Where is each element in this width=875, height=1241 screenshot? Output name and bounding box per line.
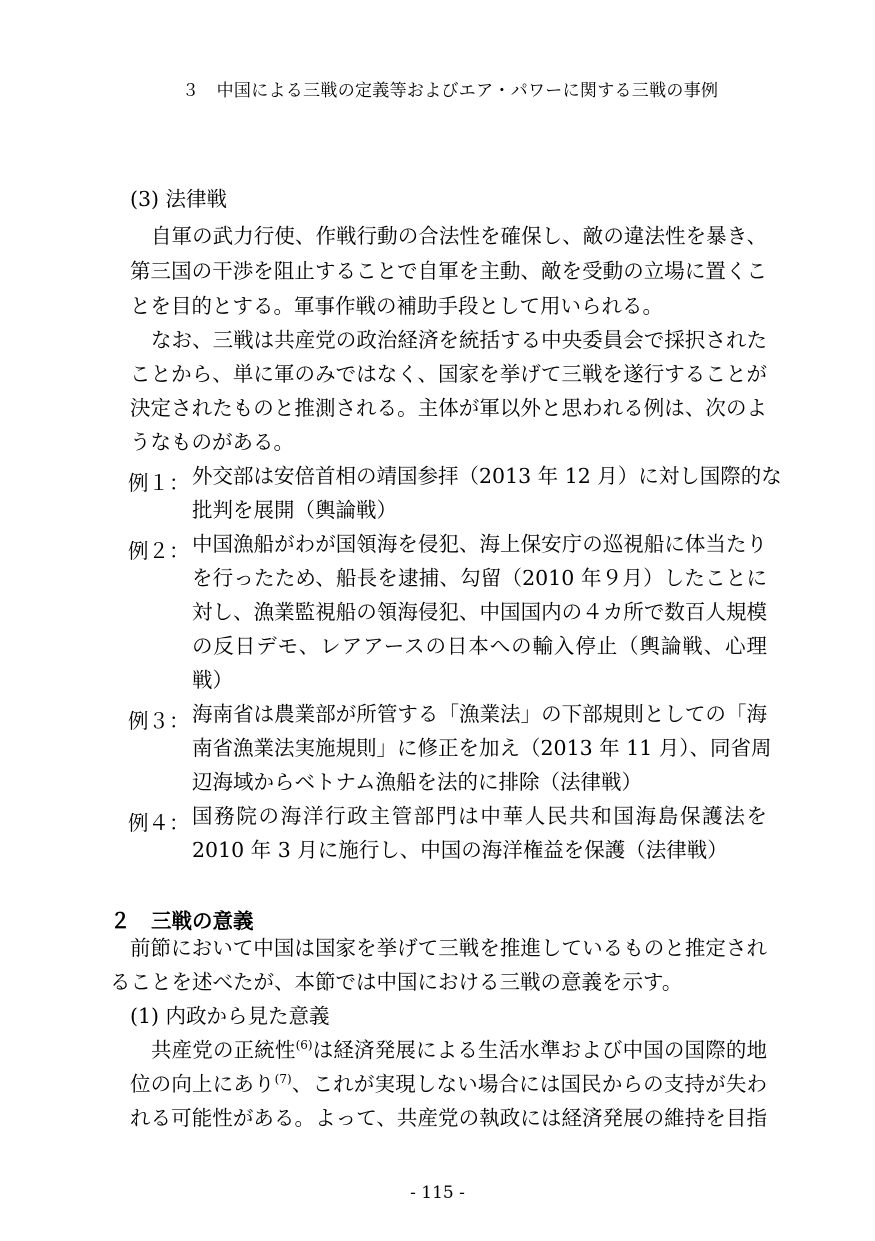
- running-header: ３ 中国による三戦の定義等およびエア・パワーに関する三戦の事例: [182, 81, 719, 101]
- text-span: 共産党の正統性: [151, 1038, 296, 1062]
- example-line: の反日デモ、レアアースの日本への輸入停止（輿論戦、心理: [192, 634, 767, 658]
- paragraph-line: 前節において中国は国家を挙げて三戦を推進しているものと推定され: [130, 936, 767, 960]
- subsection-heading-law-war: (3) 法律戦: [130, 187, 228, 211]
- example-line: 対し、漁業監視船の領海侵犯、中国国内の４カ所で数百人規模: [192, 600, 767, 624]
- example-label: 例４：: [128, 811, 190, 835]
- example-line: 南省漁業法実施規則」に修正を加え（2013 年 11 月）、同省周: [192, 736, 772, 760]
- text-span: 位の向上にあり: [130, 1072, 275, 1096]
- paragraph-line: ことから、単に軍のみではなく、国家を挙げて三戦を遂行することが: [130, 362, 767, 386]
- example-line: を行ったため、船長を逮捕、勾留（2010 年９月）したことに: [192, 566, 767, 590]
- paragraph-line: れる可能性がある。よって、共産党の執政には経済発展の維持を目指: [130, 1106, 767, 1130]
- text-span: は経済発展による生活水準および中国の国際的地: [312, 1038, 768, 1062]
- example-line: 外交部は安倍首相の靖国参拝（2013 年 12 月）に対し国際的な: [192, 464, 782, 488]
- footnote-ref-6: (6): [295, 1038, 313, 1053]
- text-span: 、これが実現しない場合には国民からの支持が失わ: [291, 1072, 768, 1096]
- subsection-heading: (1) 内政から見た意義: [130, 1004, 330, 1028]
- example-line: 戦）: [192, 668, 233, 692]
- paragraph-line: うなものがある。: [130, 430, 294, 454]
- example-line: 2010 年 3 月に施行し、中国の海洋権益を保護（法律戦）: [192, 838, 728, 862]
- paragraph-line: ることを述べたが、本節では中国における三戦の意義を示す。: [110, 970, 683, 994]
- example-line: 批判を展開（輿論戦）: [192, 498, 397, 522]
- paragraph-line: なお、三戦は共産党の政治経済を統括する中央委員会で採択された: [151, 328, 767, 352]
- example-line: 海南省は農業部が所管する「漁業法」の下部規則としての「海: [192, 702, 767, 726]
- paragraph-line: 自軍の武力行使、作戦行動の合法性を確保し、敵の違法性を暴き、: [151, 224, 767, 248]
- example-label: 例２：: [128, 539, 190, 563]
- paragraph-line: 決定されたものと推測される。主体が軍以外と思われる例は、次のよ: [130, 396, 767, 420]
- example-line: 国務院の海洋行政主管部門は中華人民共和国海島保護法を: [192, 804, 767, 828]
- page-number: - 115 -: [410, 1183, 465, 1203]
- example-line: 中国漁船がわが国領海を侵犯、海上保安庁の巡視船に体当たり: [192, 532, 767, 556]
- example-line: 辺海域からベトナム漁船を法的に排除（法律戦）: [192, 770, 642, 794]
- example-label: 例１：: [128, 471, 190, 495]
- paragraph-line: 第三国の干渉を阻止することで自軍を主動、敵を受動の立場に置くこ: [130, 259, 767, 283]
- paragraph-line: とを目的とする。軍事作戦の補助手段として用いられる。: [130, 294, 663, 318]
- section-heading: ２ 三戦の意義: [110, 909, 254, 933]
- paragraph-line: [130, 1074, 767, 1095]
- paragraph-line: [151, 1040, 767, 1061]
- example-label: 例３：: [128, 709, 190, 733]
- footnote-ref-7: (7): [274, 1072, 292, 1087]
